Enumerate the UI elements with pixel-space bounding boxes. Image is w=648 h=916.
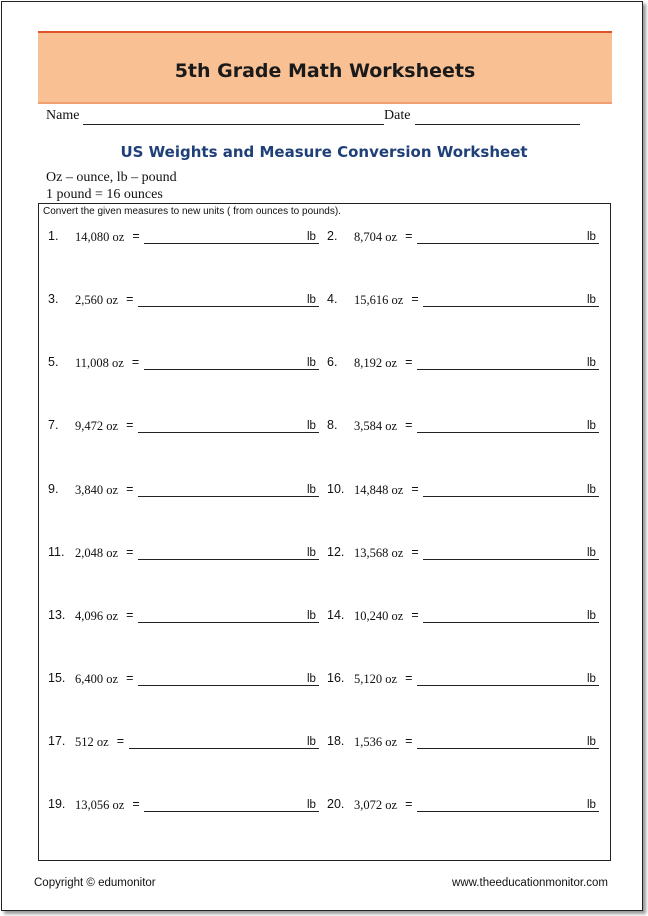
- problem-number: 20.: [327, 797, 345, 811]
- title-banner: [38, 31, 612, 104]
- problem-number: 13.: [48, 608, 66, 622]
- problem-quantity: 2,048 oz: [75, 546, 119, 560]
- problem-item: [48, 545, 323, 561]
- unit-label: lb: [587, 357, 596, 369]
- equals-sign: =: [405, 671, 413, 685]
- equals-sign: =: [126, 482, 134, 496]
- problem-number: 7.: [48, 418, 59, 432]
- problem-item: [48, 292, 323, 308]
- instructions: Convert the given measures to new units ( from ounces to pounds).: [43, 206, 341, 217]
- name-date-row: [46, 108, 586, 128]
- unit-label: lb: [307, 610, 316, 622]
- answer-field[interactable]: [138, 432, 319, 433]
- equals-sign: =: [126, 418, 134, 432]
- unit-label: lb: [587, 484, 596, 496]
- problem-number: 11.: [48, 545, 65, 559]
- problem-quantity: 3,584 oz: [354, 419, 398, 433]
- unit-label: lb: [307, 736, 316, 748]
- answer-field[interactable]: [417, 748, 599, 749]
- answer-field[interactable]: [423, 496, 599, 497]
- problem-number: 12.: [327, 545, 345, 559]
- problem-quantity: 13,056 oz: [75, 798, 125, 812]
- problem-quantity: 4,096 oz: [75, 609, 119, 623]
- problem-quantity: 3,072 oz: [354, 798, 398, 812]
- answer-field[interactable]: [423, 559, 599, 560]
- problem-item: [48, 608, 323, 624]
- equals-sign: =: [132, 797, 140, 811]
- equals-sign: =: [405, 418, 413, 432]
- problem-quantity: 6,400 oz: [75, 672, 119, 686]
- unit-label: lb: [587, 673, 596, 685]
- problem-number: 17.: [48, 734, 66, 748]
- date-label: Date: [384, 108, 411, 123]
- unit-label: lb: [307, 484, 316, 496]
- problem-item: [48, 734, 323, 750]
- problem-number: 18.: [327, 734, 345, 748]
- problem-item: [327, 292, 602, 308]
- problem-item: [48, 482, 323, 498]
- answer-field[interactable]: [144, 811, 319, 812]
- problem-item: [48, 355, 323, 371]
- problem-item: [48, 671, 323, 687]
- problem-quantity: 512 oz: [75, 735, 109, 749]
- answer-field[interactable]: [138, 685, 319, 686]
- problem-number: 8.: [327, 418, 338, 432]
- unit-label: lb: [587, 294, 596, 306]
- answer-field[interactable]: [417, 685, 599, 686]
- problem-item: [327, 608, 602, 624]
- unit-label: lb: [587, 736, 596, 748]
- problem-number: 1.: [48, 229, 59, 243]
- name-field[interactable]: [83, 124, 384, 125]
- problem-item: [327, 229, 602, 245]
- problem-number: 14.: [327, 608, 345, 622]
- problem-item: [327, 671, 602, 687]
- problem-quantity: 11,008 oz: [75, 356, 124, 370]
- equals-sign: =: [126, 545, 134, 559]
- answer-field[interactable]: [144, 243, 319, 244]
- unit-label: lb: [587, 231, 596, 243]
- problem-quantity: 10,240 oz: [354, 609, 404, 623]
- unit-label: lb: [307, 420, 316, 432]
- answer-field[interactable]: [417, 432, 599, 433]
- problem-number: 9.: [48, 482, 59, 496]
- page-title: 5th Grade Math Worksheets: [174, 59, 476, 82]
- problem-item: [327, 355, 602, 371]
- problem-quantity: 8,192 oz: [354, 356, 398, 370]
- problem-item: [327, 418, 602, 434]
- unit-label: lb: [307, 799, 316, 811]
- answer-field[interactable]: [423, 622, 599, 623]
- answer-field[interactable]: [129, 748, 319, 749]
- equals-sign: =: [411, 608, 419, 622]
- answer-field[interactable]: [417, 369, 599, 370]
- equals-sign: =: [126, 671, 134, 685]
- problem-quantity: 2,560 oz: [75, 293, 119, 307]
- problem-number: 5.: [48, 355, 59, 369]
- problem-number: 4.: [327, 292, 338, 306]
- unit-label: lb: [307, 673, 316, 685]
- equals-sign: =: [405, 229, 413, 243]
- problem-number: 10.: [327, 482, 345, 496]
- problem-item: [48, 418, 323, 434]
- equals-sign: =: [132, 229, 140, 243]
- answer-field[interactable]: [423, 306, 599, 307]
- equals-sign: =: [405, 734, 413, 748]
- answer-field[interactable]: [144, 369, 319, 370]
- abbreviation-note: Oz – ounce, lb – pound: [46, 170, 177, 185]
- problem-quantity: 15,616 oz: [354, 293, 404, 307]
- problem-quantity: 9,472 oz: [75, 419, 119, 433]
- answer-field[interactable]: [138, 622, 319, 623]
- unit-label: lb: [587, 799, 596, 811]
- answer-field[interactable]: [417, 811, 599, 812]
- problem-item: [48, 229, 323, 245]
- equals-sign: =: [411, 292, 419, 306]
- equals-sign: =: [116, 734, 124, 748]
- problem-number: 3.: [48, 292, 59, 306]
- problem-number: 16.: [327, 671, 345, 685]
- unit-label: lb: [587, 420, 596, 432]
- equals-sign: =: [405, 797, 413, 811]
- problem-item: [327, 797, 602, 813]
- equals-sign: =: [411, 545, 419, 559]
- equals-sign: =: [411, 482, 419, 496]
- answer-field[interactable]: [138, 559, 319, 560]
- equals-sign: =: [131, 355, 140, 369]
- problem-quantity: 5,120 oz: [354, 672, 398, 686]
- conversion-rule: 1 pound = 16 ounces: [46, 187, 163, 202]
- unit-label: lb: [307, 547, 316, 559]
- problem-quantity: 14,848 oz: [354, 483, 404, 497]
- unit-label: lb: [587, 547, 596, 559]
- problem-number: 19.: [48, 797, 66, 811]
- problem-quantity: 3,840 oz: [75, 483, 119, 497]
- unit-label: lb: [307, 357, 316, 369]
- equals-sign: =: [126, 608, 134, 622]
- problem-item: [327, 734, 602, 750]
- problem-number: 6.: [327, 355, 338, 369]
- unit-label: lb: [587, 610, 596, 622]
- name-label: Name: [46, 108, 80, 123]
- problem-quantity: 1,536 oz: [354, 735, 398, 749]
- problem-item: [327, 482, 602, 498]
- answer-field[interactable]: [138, 496, 319, 497]
- problem-item: [327, 545, 602, 561]
- copyright-text: Copyright © edumonitor: [34, 877, 156, 889]
- answer-field[interactable]: [138, 306, 319, 307]
- equals-sign: =: [405, 355, 413, 369]
- problem-quantity: 8,704 oz: [354, 230, 398, 244]
- worksheet-subtitle: US Weights and Measure Conversion Worksheet: [120, 143, 528, 161]
- answer-field[interactable]: [417, 243, 599, 244]
- problem-number: 15.: [48, 671, 66, 685]
- problem-quantity: 14,080 oz: [75, 230, 125, 244]
- unit-label: lb: [307, 231, 316, 243]
- equals-sign: =: [126, 292, 134, 306]
- problem-item: [48, 797, 323, 813]
- unit-label: lb: [307, 294, 316, 306]
- date-field[interactable]: [415, 124, 580, 125]
- problem-number: 2.: [327, 229, 338, 243]
- problem-quantity: 13,568 oz: [354, 546, 404, 560]
- website-link[interactable]: www.theeducationmonitor.com: [452, 877, 608, 889]
